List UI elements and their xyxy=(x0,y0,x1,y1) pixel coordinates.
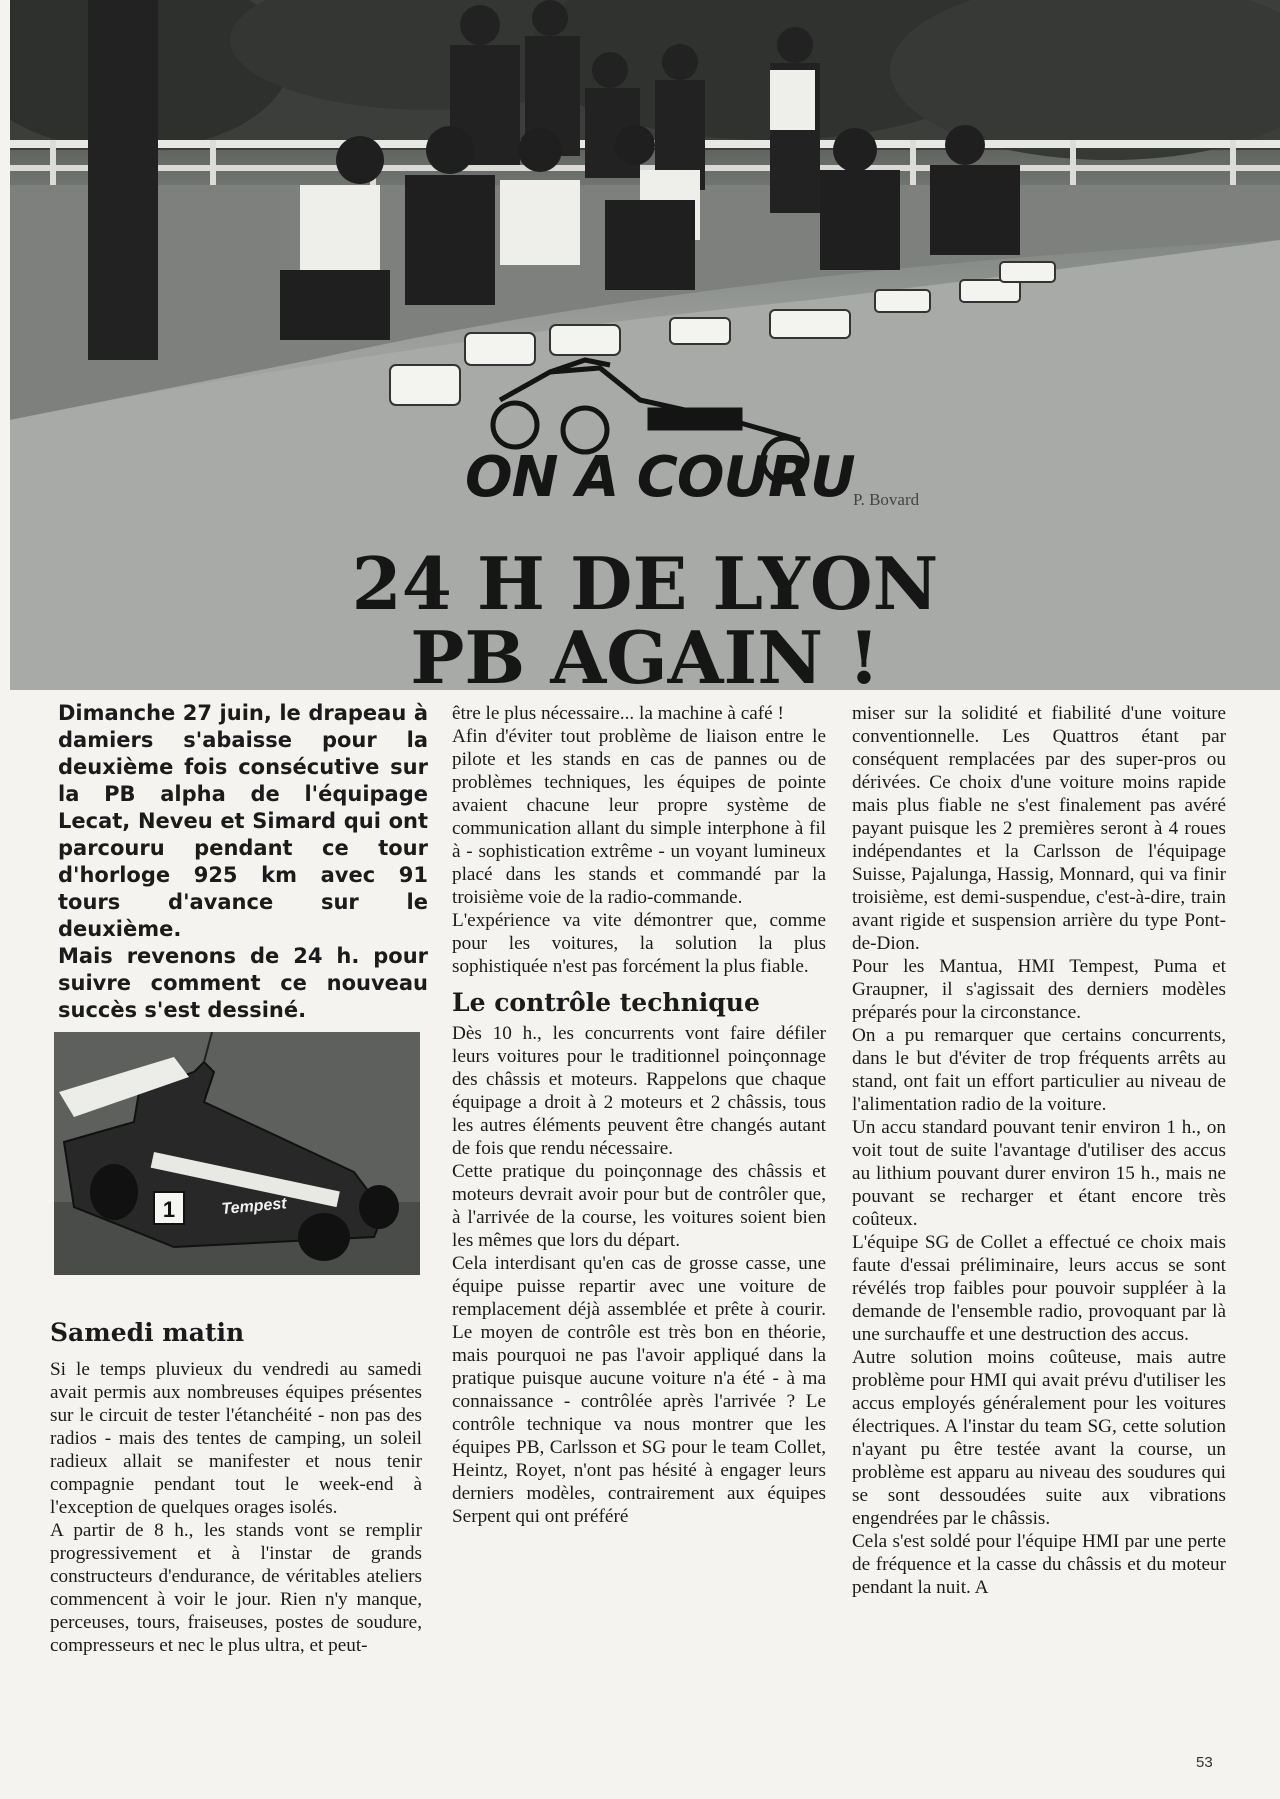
article-lead xyxy=(58,700,428,1024)
paragraph: Pour les Mantua, HMI Tempest, Puma et Graupner, il s'agissait des derniers modèles préparés pour la circonstance. xyxy=(852,956,1226,1023)
paragraph: miser sur la solidité et fiabilité d'une voiture conventionnelle. Les Quattros étant par conséquent remplacées par des super-pros ou dérivées. Ce choix d'une voiture moins rapide mais plus fiable ne s'est finalement pas avéré payant puisque les 2 premières seront à 4 roues indépendantes et la Carlsson de l'équipage Suisse, Pajalunga, Hassig, Monnard, qui va finir troisième, est demi-suspendue, c'est-à-dire, train avant rigide et suspension arrière du type Pont-de-Dion. xyxy=(852,703,1226,954)
lead-paragraph: Mais revenons de 24 h. pour suivre comment ce nouveau succès s'est dessiné. xyxy=(58,944,428,1022)
car-photo xyxy=(54,1032,420,1275)
headline-line-2: PB AGAIN ! xyxy=(410,615,880,690)
paragraph: L'équipe SG de Collet a effectué ce choix mais faute d'essai préliminaire, leurs accus se sont révélés trop faibles pour pouvoir suppléer à la demande de l'ensemble radio, provoquant par là une surchauffe et une destruction des accus. xyxy=(852,1232,1226,1345)
lead-paragraph: Dimanche 27 juin, le drapeau à damiers s'abaisse pour la deuxième fois consécutive sur la PB alpha de l'équipage Lecat, Neveu et Simard qui ont parcouru pendant ce tour d'horloge 925 km avec 91 tours d'avance sur le deuxième. xyxy=(58,701,428,941)
paragraph: Afin d'éviter tout problème de liaison entre le pilote et les stands en cas de pannes ou de problèmes techniques, les équipes de pointe avaient chacune leur propre système de communication allant du simple interphone à fil à - sophistication extrême - un voyant lumineux placé dans les stands et commandé par la troisième voie de la radio-commande. xyxy=(452,726,826,908)
column-1 xyxy=(50,1318,422,1657)
headline-line-1: 24 H DE LYON xyxy=(351,541,939,626)
paragraph: A partir de 8 h., les stands vont se remplir progressivement et à l'instar de grands constructeurs d'endurance, de véritables ateliers commencent à voir le jour. Rien n'y manque, perceuses, tours, fraiseuses, postes de soudure, compresseurs et nec le plus ultra, et peut- xyxy=(50,1520,422,1656)
paragraph: Dès 10 h., les concurrents vont faire défiler leurs voitures pour le traditionnel poinçonnage des châssis et moteurs. Rappelons que chaque équipage a droit à 2 moteurs et 2 châssis, tous les autres éléments peuvent être changés autant de fois que rendu nécessaire. xyxy=(452,1023,826,1159)
section-kicker: ON A COURU xyxy=(465,445,855,510)
section-heading: Le contrôle technique xyxy=(452,988,760,1017)
column-2 xyxy=(452,702,826,1528)
author-byline: P. Bovard xyxy=(853,490,920,509)
paragraph: Cela s'est soldé pour l'équipe HMI par une perte de fréquence et la casse du châssis et du moteur pendant la nuit. A xyxy=(852,1531,1226,1598)
car-number: 1 xyxy=(162,1197,176,1222)
paragraph: Si le temps pluvieux du vendredi au samedi avait permis aux nombreuses équipes présentes sur le circuit de tester l'étanchéité - non pas des radios - mais des tentes de camping, un soleil radieux allait se manifester et nous tenir compagnie pendant tout le week-end à l'exception de quelques orages isolés. xyxy=(50,1359,422,1518)
paragraph: Cela interdisant qu'en cas de grosse casse, une équipe puisse repartir avec une voiture de remplacement déjà assemblée et prête à courir. Le moyen de contrôle est très bon en théorie, mais pourquoi ne pas l'avoir appliqué dans la pratique puisque aucune voiture n'a été - à ma connaissance - contrôlée après l'arrivée ? Le contrôle technique va nous montrer que les équipes PB, Carlsson et SG pour le team Collet, Heintz, Royet, n'ont pas hésité à engager leurs derniers modèles, contrairement aux équipes Serpent qui ont préféré xyxy=(452,1253,826,1527)
paragraph: Un accu standard pouvant tenir environ 1 h., on voit tout de suite l'avantage d'utiliser des accus au lithium pouvant durer environ 15 h., mais ne pouvant se recharger et étant encore très coûteux. xyxy=(852,1117,1226,1230)
hero-photo xyxy=(10,0,1280,690)
car-brand-decal: Tempest xyxy=(220,1195,288,1218)
section-heading: Samedi matin xyxy=(50,1318,245,1347)
column-3 xyxy=(852,702,1226,1599)
tempest-car-image xyxy=(54,1032,420,1275)
paragraph: On a pu remarquer que certains concurrents, dans le but d'éviter de trop fréquents arrêts au stand, ont fait un effort particulier au niveau de l'alimentation radio de la voiture. xyxy=(852,1025,1226,1115)
paragraph: Cette pratique du poinçonnage des châssis et moteurs devrait avoir pour but de contrôler que, à l'arrivée de la course, les voitures soient bien les mêmes que lors du départ. xyxy=(452,1161,826,1251)
paragraph: Autre solution moins coûteuse, mais autre problème pour HMI qui avait prévu d'utiliser les accus employés généralement pour les voitures électriques. A l'instar du team SG, cette solution n'ayant pu être testée avant la course, un problème est apparu au niveau des soudures qui se sont dessoudées suite aux vibrations engendrées par le châssis. xyxy=(852,1347,1226,1529)
paragraph: L'expérience va vite démontrer que, comme pour les voitures, la solution la plus sophistiquée n'est pas forcément la plus fiable. xyxy=(452,910,826,977)
paragraph: être le plus nécessaire... la machine à café ! xyxy=(452,703,784,724)
page-number: 53 xyxy=(1196,1754,1213,1771)
